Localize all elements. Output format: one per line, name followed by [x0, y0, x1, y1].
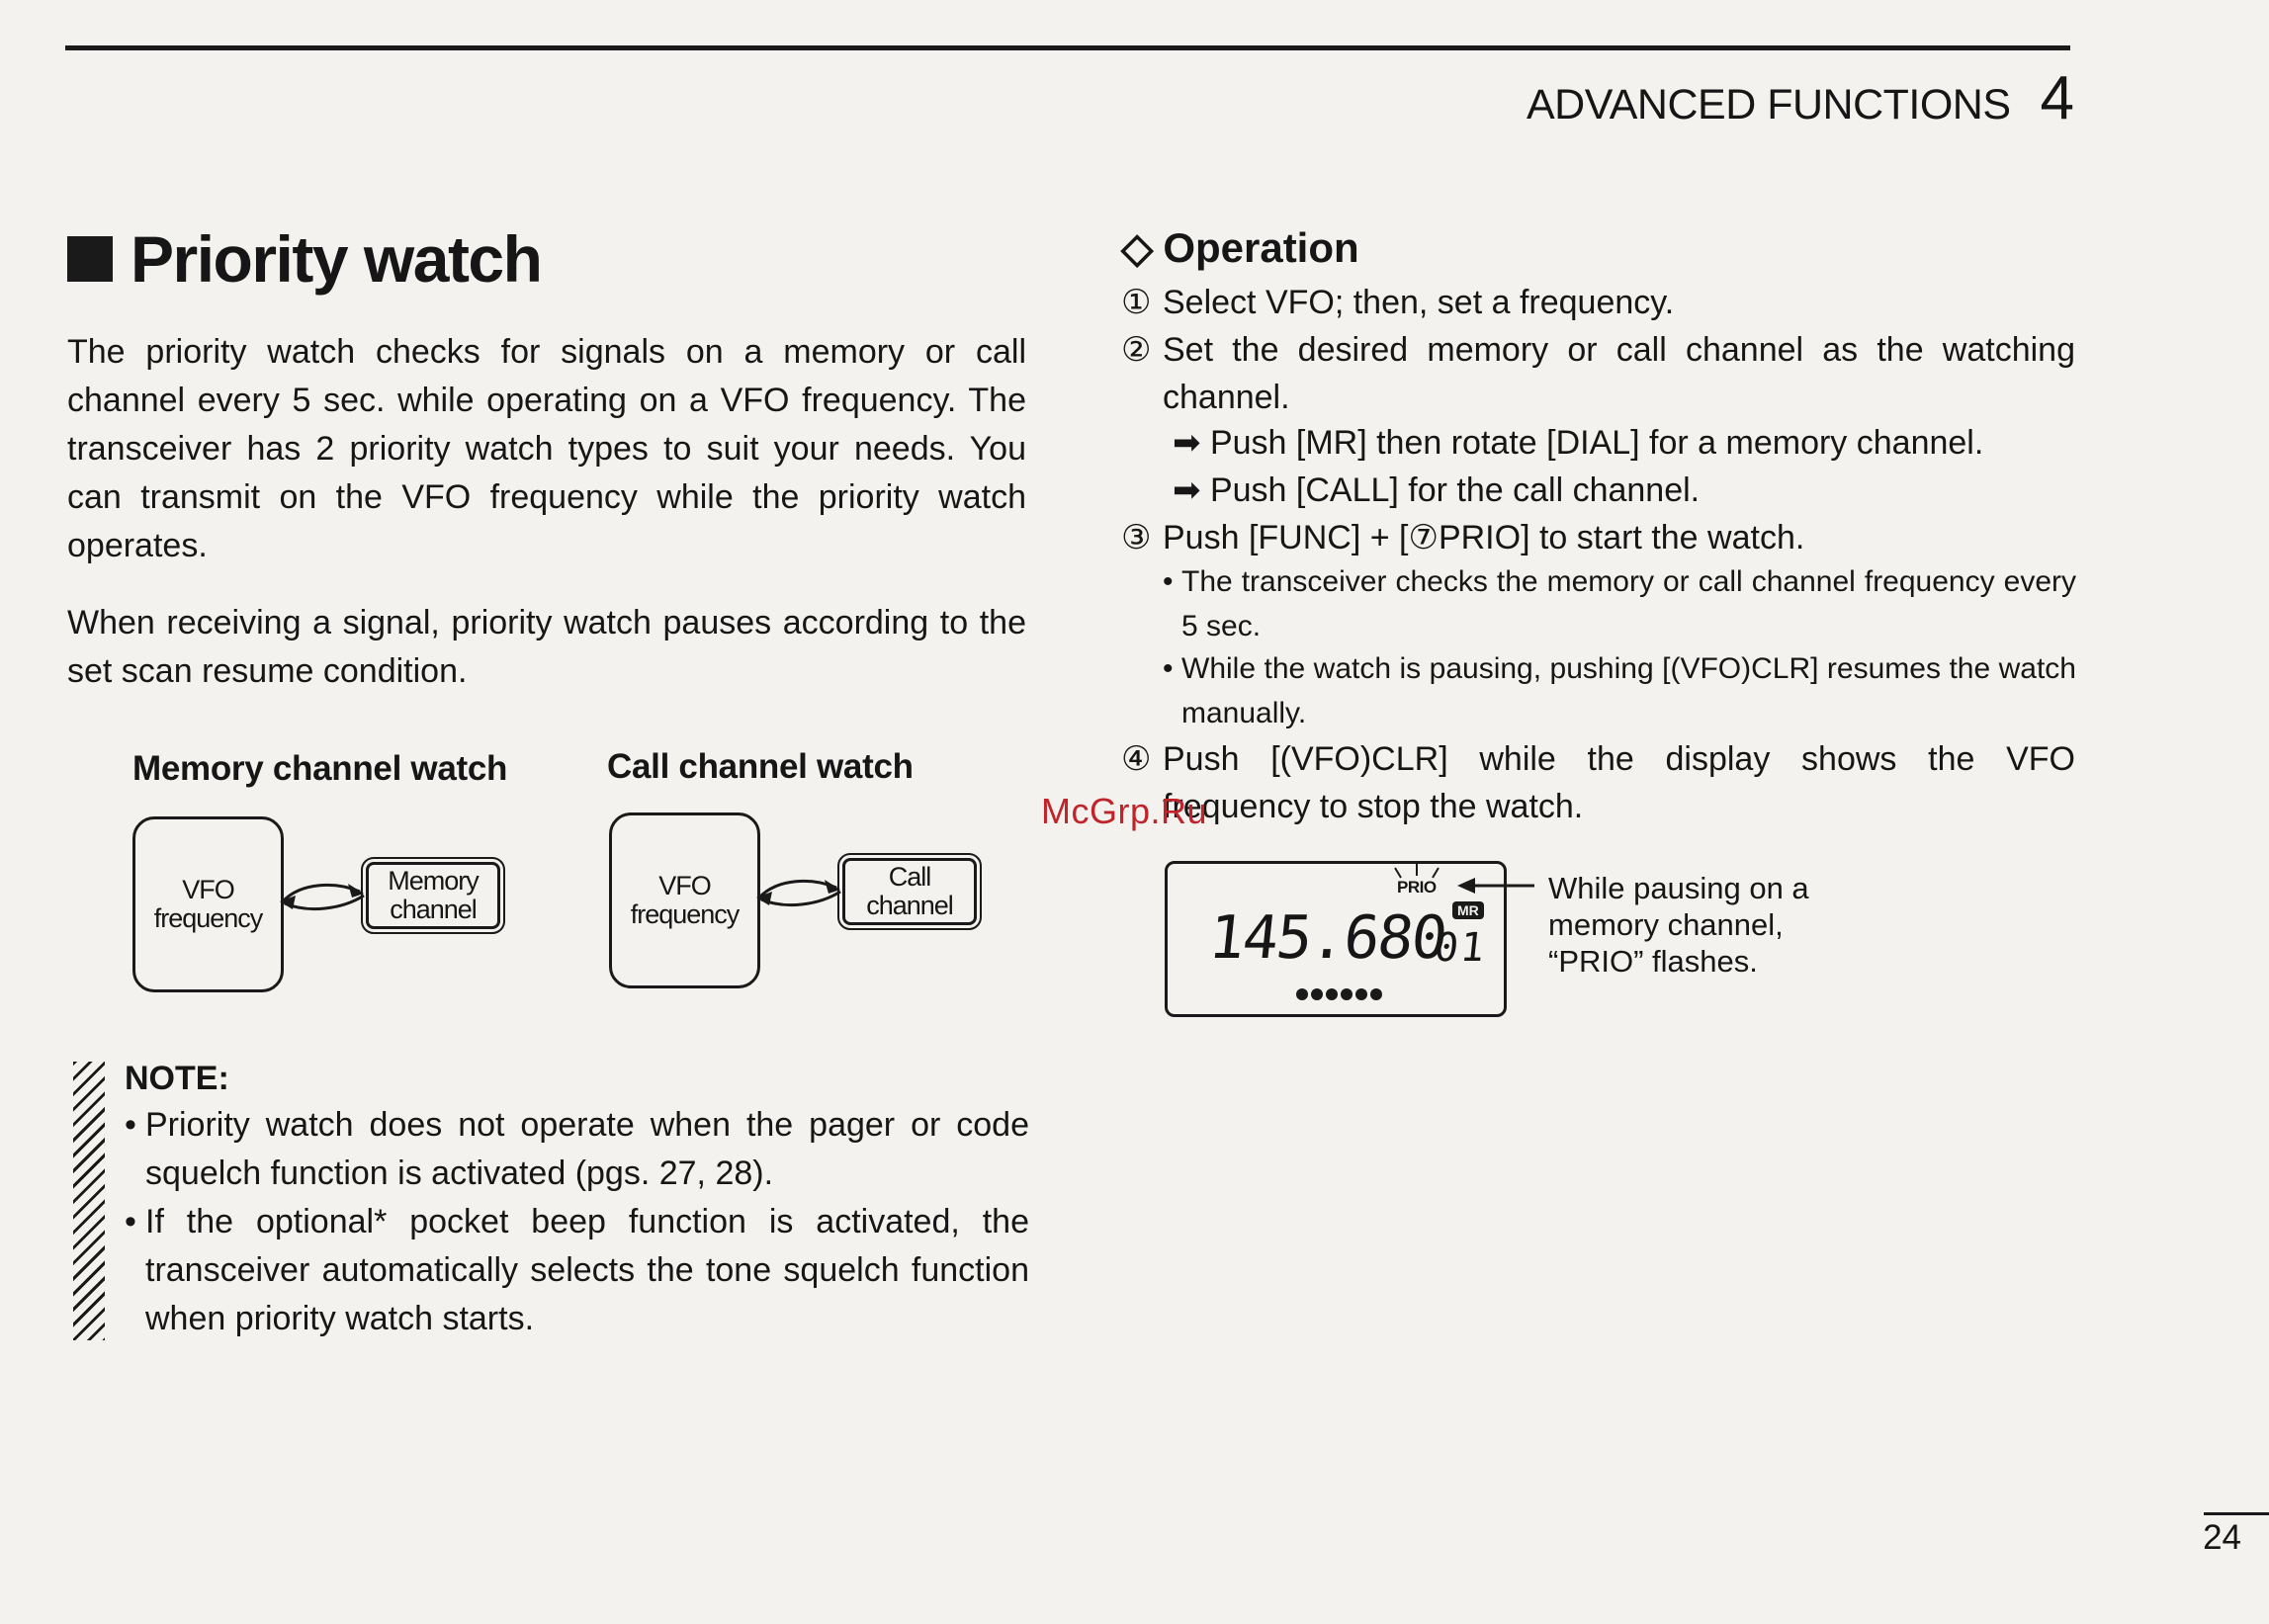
step-2 [1121, 326, 2075, 421]
top-rule [65, 45, 2070, 50]
note-item-1 [125, 1101, 1029, 1198]
memory-watch-title: Memory channel watch [132, 749, 508, 788]
page-header [1527, 63, 2074, 133]
note-text: The transceiver checks the memory or call channel frequency every 5 sec. [1181, 565, 2076, 642]
page-title [67, 221, 541, 297]
bullet: • [1163, 652, 1174, 685]
memory-vfo-box [132, 816, 284, 992]
memory-vfo-line1: VFO [182, 875, 234, 904]
title-text: Priority watch [131, 222, 542, 296]
call-swap-arrows [753, 866, 844, 915]
call-channel-line1: Call [888, 862, 931, 892]
operation-title: Operation [1163, 223, 1359, 271]
call-channel-box [842, 858, 977, 925]
operation-heading [1121, 223, 1359, 272]
step-1 [1121, 279, 2075, 326]
diamond-icon: ◇ [1121, 224, 1154, 271]
memory-swap-arrows [277, 870, 368, 919]
step-text: Push [(VFO)CLR] while the display shows the VFO frequency to stop the watch. [1163, 740, 2075, 825]
note-item-text: If the optional* pocket beep function is activated, the transceiver automatically selects the tone squelch function when priority watch starts. [145, 1203, 1029, 1337]
note-item-text: Priority watch does not operate when the pager or code squelch function is activated (pgs. 27, 28). [145, 1106, 1029, 1192]
caption-line-3: “PRIO” flashes. [1548, 944, 1758, 979]
step-number: ① [1121, 284, 1152, 321]
note-text: While the watch is pausing, pushing [(VFO)CLR] resumes the watch manually. [1181, 652, 2076, 729]
note-stripe [73, 1062, 105, 1340]
note-heading: NOTE: [125, 1060, 229, 1097]
step-text: Select VFO; then, set a frequency. [1163, 284, 1675, 321]
sub-text: Push [CALL] for the call channel. [1209, 471, 1701, 509]
memory-vfo-line2: frequency [153, 903, 263, 933]
title-square-icon [67, 236, 113, 282]
caption-line-2: memory channel, [1548, 907, 1784, 942]
frequency-digits: 145.680 [1205, 903, 1449, 973]
step-text: Push [FUNC] + [⑦PRIO] to start the watch. [1163, 519, 1805, 556]
signal-meter [1296, 988, 1382, 1000]
step-number: ④ [1121, 740, 1152, 778]
arrow-icon: ➡ [1173, 471, 1201, 509]
step-number: ② [1121, 331, 1152, 369]
call-vfo-line1: VFO [658, 871, 711, 900]
step-2-sub-2 [1173, 467, 1700, 514]
arrow-icon: ➡ [1173, 424, 1201, 462]
note-bullet: • [125, 1203, 136, 1240]
memory-channel-line1: Memory [388, 866, 479, 896]
step-text: Set the desired memory or call channel as the watching channel. [1163, 331, 2075, 416]
step-number: ③ [1121, 519, 1152, 556]
sub-text: Push [MR] then rotate [DIAL] for a memory channel. [1209, 424, 1984, 462]
lcd-display [1165, 861, 1507, 1017]
page-number: 24 [2203, 1518, 2241, 1557]
step-4 [1121, 735, 2075, 830]
lcd-caption [1548, 870, 1809, 980]
bullet: • [1163, 565, 1174, 598]
caption-pointer-arrow [1457, 876, 1536, 896]
intro-paragraph-1: The priority watch checks for signals on a memory or call channel every 5 sec. while operating on a VFO frequency. The transceiver has 2 priority watch types to suit your needs. You can transmit on the VFO frequency while the priority watch operates. [67, 333, 1026, 564]
prio-indicator: PRIO [1397, 878, 1437, 897]
section-title: ADVANCED FUNCTIONS [1527, 81, 2011, 128]
prio-flash-icon [1387, 864, 1456, 884]
call-watch-title: Call channel watch [607, 747, 914, 786]
channel-digits: 01 [1432, 925, 1489, 971]
caption-line-1: While pausing on a [1548, 871, 1809, 905]
note-item-2 [125, 1198, 1029, 1343]
step-3-note-1 [1163, 559, 2076, 648]
step-3-note-2 [1163, 646, 2076, 735]
call-vfo-box [609, 812, 760, 988]
memory-channel-box [366, 862, 500, 929]
chapter-number: 4 [2040, 64, 2074, 132]
mr-indicator: MR [1452, 901, 1484, 919]
call-channel-line2: channel [866, 891, 953, 920]
intro-paragraph-2: When receiving a signal, priority watch pauses according to the set scan resume condition. [67, 604, 1026, 690]
note-bullet: • [125, 1106, 136, 1144]
bottom-rule [2204, 1512, 2269, 1515]
call-vfo-line2: frequency [630, 899, 740, 929]
step-2-sub-1 [1173, 419, 1983, 467]
step-3 [1121, 514, 2075, 561]
memory-channel-line2: channel [390, 895, 477, 924]
watermark: McGrp.Ru [1041, 791, 1208, 831]
